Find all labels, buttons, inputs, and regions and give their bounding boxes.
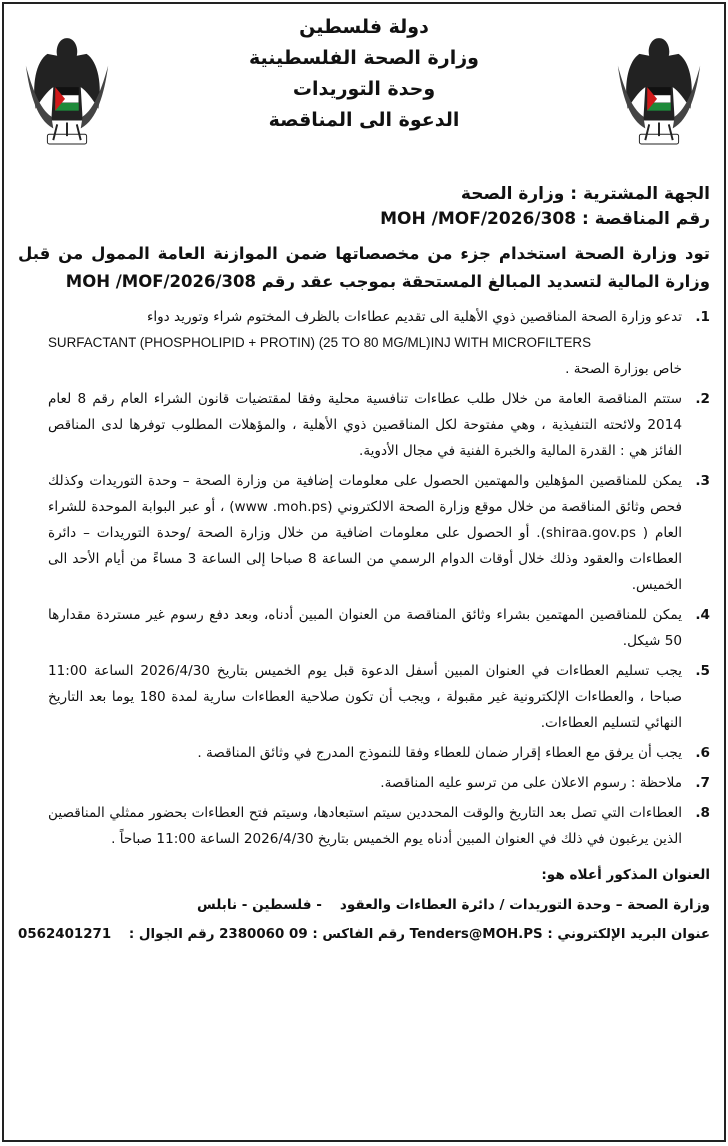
notice-title: الدعوة الى المناقصة — [268, 109, 460, 131]
item-number: 4. — [695, 607, 710, 623]
item-text: يجب أن يرفق مع العطاء إقرار ضمان للعطاء وفقا للنموذج المدرج في وثائق المناقصة . — [197, 745, 682, 761]
item-text-end: خاص بوزارة الصحة . — [565, 361, 682, 377]
list-item — [18, 304, 710, 382]
item-text-en: SURFACTANT (PHOSPHOLIPID + PROTIN) (25 TO 80 MG/ML)INJ WITH MICROFILTERS — [48, 335, 592, 350]
email-value[interactable]: Tenders@MOH.PS — [409, 927, 543, 942]
address-line — [18, 890, 710, 920]
list-item — [18, 770, 710, 796]
mobile-label: رقم الجوال : — [128, 927, 215, 942]
item-text: ستتم المناقصة العامة من خلال طلب عطاءات تنافسية محلية وفقا لمقتضيات قانون الشراء العام رقم 8 لعام 2014 ولائحته التنفيذية ، وهي مفتوحة لكل المناقصين ذوي الأهلية ، والمؤهلات المطلوب توفرها لدى المناقص الفائز هي : القدرة المالية والخبرة الفنية في مجال الأدوية. — [48, 391, 682, 459]
buyer-line: الجهة المشترية : وزارة الصحة — [460, 184, 710, 204]
tender-number-line — [18, 207, 710, 232]
conditions-list — [18, 304, 710, 852]
item-number: 1. — [695, 309, 710, 325]
item-number: 7. — [695, 775, 710, 791]
fax-label: رقم الفاكس : — [312, 927, 405, 942]
address-city: - فلسطين - نابلس — [197, 897, 322, 913]
item-text: العطاءات التي تصل بعد التاريخ والوقت المحددين سيتم استبعادها، وسيتم فتح العطاءات بحضور ممثلي المناقصين الذين يرغبون في ذلك في العنوان المبين أدناه يوم الخميس بتاريخ 2026/4/30 الساعة 11:00 صباحاً . — [48, 805, 682, 847]
intro-paragraph: تود وزارة الصحة استخدام جزء من مخصصاتها ضمن الموازنة العامة الممول من قبل وزارة المالية لتسديد المبالغ المستحقة بموجب عقد رقم MOH /MOF/2026/308 — [18, 244, 710, 291]
item-text: يمكن للمناقصين المؤهلين والمهتمين الحصول على معلومات إضافية من وزارة الصحة – وحدة التوريدات وكذلك فحص وثائق المناقصة من خلال موقع وزارة الصحة الالكتروني (www .moh.ps) ، أو عبر البوابة الموحدة للشراء العام ( shiraa.gov.ps). أو الحصول على معلومات اضافية من خلال وزارة الصحة /وحدة التوريدات – دائرة العطاءات والعقود وذلك خلال أوقات الدوام الرسمي من الساعة 8 صباحا إلى الساعة 3 مساءً من أيام الأحد الى الخميس. — [48, 473, 683, 593]
notice-body — [18, 182, 710, 950]
tender-notice-page — [2, 2, 726, 1142]
eagle-emblem-icon — [18, 26, 116, 164]
address-department: وزارة الصحة – وحدة التوريدات / دائرة العطاءات والعقود — [339, 897, 710, 913]
list-item — [18, 468, 710, 598]
item-text: يجب تسليم العطاءات في العنوان المبين أسفل الدعوة قبل يوم الخميس بتاريخ 2026/4/30 الساعة 11:00 صباحا ، والعطاءات الإلكترونية غير مقبولة ، ويجب أن تكون صلاحية العطاءات سارية لمدة 180 يوما بعد التاريخ النهائي لتسليم العطاءات. — [48, 663, 682, 731]
item-text: ملاحظة : رسوم الاعلان على من ترسو عليه المناقصة. — [380, 775, 682, 791]
item-number: 2. — [695, 391, 710, 407]
unit-name: وحدة التوريدات — [292, 78, 436, 100]
palestine-emblem-left — [18, 26, 116, 164]
email-label: عنوان البريد الإلكتروني : — [547, 927, 710, 942]
address-block — [18, 860, 710, 950]
tender-number-label: رقم المناقصة : — [581, 209, 710, 229]
palestine-emblem-right — [610, 26, 708, 164]
address-heading: العنوان المذكور أعلاه هو: — [541, 867, 710, 883]
item-text: يمكن للمناقصين المهتمين بشراء وثائق المناقصة من العنوان المبين أدناه، وبعد دفع رسوم غير مستردة مقدارها 50 شيكل. — [48, 607, 682, 649]
ministry-name: وزارة الصحة الفلسطينية — [249, 47, 479, 69]
email-group — [129, 920, 710, 950]
tender-number: MOH /MOF/2026/308 — [380, 209, 577, 229]
list-item — [18, 386, 710, 464]
item-number: 6. — [695, 745, 710, 761]
document-header — [154, 12, 574, 136]
mobile-value: 0562401271 — [18, 927, 112, 942]
list-item — [18, 602, 710, 654]
state-name: دولة فلسطين — [299, 16, 429, 38]
list-item — [18, 740, 710, 766]
contact-line — [18, 920, 710, 950]
item-number: 8. — [695, 805, 710, 821]
list-item — [18, 800, 710, 852]
eagle-emblem-icon — [610, 26, 708, 164]
item-text: تدعو وزارة الصحة المناقصين ذوي الأهلية الى تقديم عطاءات بالظرف المختوم شراء وتوريد دواء — [146, 309, 682, 325]
fax-value: 09 2380060 — [219, 927, 308, 942]
item-number: 3. — [695, 473, 710, 489]
list-item — [18, 658, 710, 736]
item-number: 5. — [695, 663, 710, 679]
